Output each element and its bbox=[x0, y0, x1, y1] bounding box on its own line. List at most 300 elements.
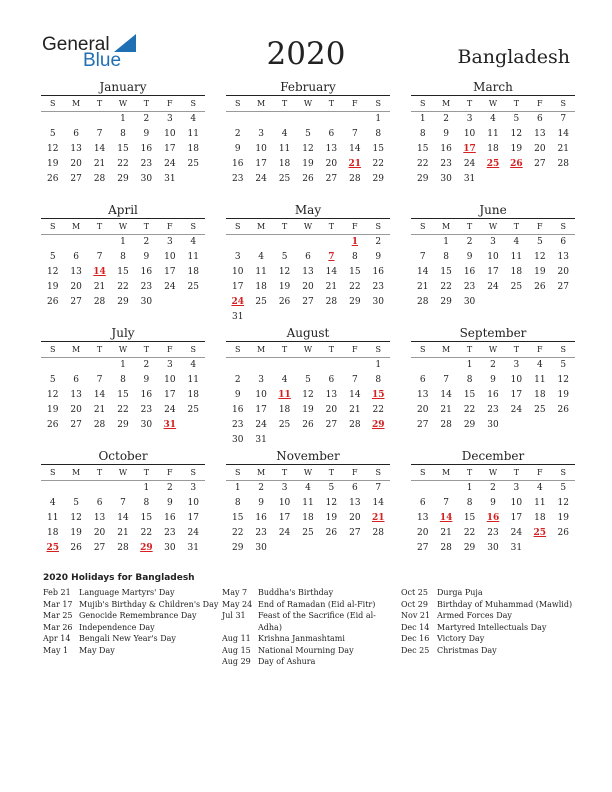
weekday-label: W bbox=[118, 99, 128, 108]
day-cell: 14 bbox=[557, 129, 569, 139]
empty-cell bbox=[505, 172, 528, 187]
empty-cell bbox=[273, 541, 296, 556]
day-cell: 26 bbox=[46, 297, 59, 307]
day-cell: 1 bbox=[443, 237, 449, 247]
week-row bbox=[41, 511, 205, 526]
day-cell: 23 bbox=[440, 159, 452, 169]
empty-cell bbox=[88, 235, 111, 250]
day-cell: 16 bbox=[487, 390, 499, 400]
empty-cell bbox=[434, 481, 457, 496]
day-cell: 7 bbox=[443, 375, 449, 385]
empty-cell bbox=[411, 358, 434, 373]
holiday-name: Bengali New Year's Day bbox=[79, 634, 176, 643]
day-cell: 24 bbox=[463, 159, 476, 169]
holiday-entry bbox=[43, 633, 223, 645]
day-cell: 14 bbox=[349, 144, 361, 154]
empty-cell bbox=[273, 358, 296, 373]
day-cell: 7 bbox=[96, 375, 103, 385]
month-name: May bbox=[226, 203, 390, 219]
day-cell: 7 bbox=[96, 252, 103, 262]
day-cell: 3 bbox=[166, 360, 173, 370]
day-cell: 3 bbox=[190, 483, 197, 493]
day-cell: 13 bbox=[416, 390, 429, 400]
holiday-column bbox=[43, 587, 223, 656]
day-cell: 21 bbox=[557, 144, 569, 154]
day-cell: 11 bbox=[187, 129, 199, 139]
holiday-date: Mar 17 bbox=[43, 599, 73, 609]
empty-cell bbox=[226, 235, 249, 250]
day-cell: 17 bbox=[255, 405, 267, 415]
day-cell: 6 bbox=[328, 375, 335, 385]
day-cell: 16 bbox=[372, 267, 384, 277]
holiday-name: Martyred Intellectuals Day bbox=[437, 622, 547, 632]
day-cell: 11 bbox=[534, 498, 546, 508]
empty-cell bbox=[273, 433, 296, 448]
week-row bbox=[411, 250, 575, 265]
week-row bbox=[41, 235, 205, 250]
holiday-entry bbox=[43, 599, 223, 611]
weekday-label: T bbox=[143, 222, 150, 231]
day-cell: 2 bbox=[234, 129, 241, 139]
day-cell: 11 bbox=[302, 498, 314, 508]
day-cell: 6 bbox=[96, 498, 103, 508]
day-cell: 22 bbox=[372, 159, 384, 169]
holiday-entry bbox=[222, 645, 402, 657]
day-cell: 3 bbox=[166, 114, 173, 124]
week-row bbox=[41, 127, 205, 142]
day-cell: 1 bbox=[466, 483, 473, 493]
weekday-label: M bbox=[442, 345, 451, 354]
weekday-header bbox=[226, 465, 390, 481]
holiday-entry bbox=[401, 610, 581, 622]
day-cell: 6 bbox=[419, 498, 426, 508]
day-cell: 30 bbox=[487, 543, 499, 553]
day-cell: 30 bbox=[140, 420, 153, 430]
day-cell: 30 bbox=[140, 174, 153, 184]
empty-cell bbox=[226, 112, 249, 127]
day-cell: 25 bbox=[278, 174, 291, 184]
day-cell: 2 bbox=[143, 114, 150, 124]
day-cell: 2 bbox=[466, 237, 473, 247]
day-cell: 3 bbox=[281, 483, 288, 493]
day-cell: 3 bbox=[513, 483, 520, 493]
day-cell: 21 bbox=[440, 528, 452, 538]
day-cell: 11 bbox=[46, 513, 59, 523]
week-row bbox=[226, 433, 390, 448]
holiday-day-cell: 16 bbox=[486, 513, 500, 523]
day-cell: 21 bbox=[325, 282, 338, 292]
day-cell: 9 bbox=[443, 129, 449, 139]
day-cell: 17 bbox=[510, 390, 523, 400]
weekday-label: T bbox=[96, 99, 103, 108]
weekday-label: S bbox=[375, 468, 381, 477]
holiday-entry bbox=[43, 645, 223, 657]
day-cell: 30 bbox=[140, 297, 153, 307]
holiday-day-cell: 26 bbox=[510, 159, 523, 169]
holiday-entry bbox=[401, 587, 581, 599]
day-cell: 14 bbox=[372, 498, 384, 508]
day-cell: 20 bbox=[416, 528, 429, 538]
holiday-date bbox=[222, 622, 258, 634]
weekday-label: M bbox=[257, 222, 266, 231]
day-cell: 27 bbox=[557, 282, 569, 292]
day-cell: 4 bbox=[281, 129, 288, 139]
day-cell: 18 bbox=[487, 144, 499, 154]
day-cell: 5 bbox=[536, 237, 543, 247]
weekday-label: W bbox=[488, 222, 498, 231]
day-cell: 22 bbox=[349, 282, 361, 292]
day-cell: 10 bbox=[278, 498, 291, 508]
day-cell: 29 bbox=[463, 420, 476, 430]
day-cell: 24 bbox=[255, 174, 267, 184]
weekday-label: F bbox=[167, 345, 173, 354]
day-cell: 22 bbox=[372, 405, 384, 415]
day-cell: 9 bbox=[234, 390, 241, 400]
day-cell: 5 bbox=[281, 252, 288, 262]
day-cell: 10 bbox=[510, 498, 523, 508]
day-cell: 24 bbox=[164, 282, 176, 292]
empty-cell bbox=[552, 172, 575, 187]
week-row bbox=[226, 418, 390, 433]
holiday-day-cell: 29 bbox=[140, 543, 153, 553]
holiday-entry bbox=[401, 622, 581, 634]
holiday-name: Feast of the Sacrifice (Eid al- bbox=[258, 611, 376, 620]
day-cell: 21 bbox=[117, 528, 129, 538]
month-7 bbox=[226, 326, 390, 448]
holiday-name: Christmas Day bbox=[437, 645, 497, 655]
day-cell: 2 bbox=[375, 237, 382, 247]
day-cell: 13 bbox=[70, 390, 82, 400]
week-row bbox=[41, 295, 205, 310]
empty-cell bbox=[64, 235, 87, 250]
day-cell: 6 bbox=[73, 129, 79, 139]
weekday-label: T bbox=[143, 99, 150, 108]
weekday-label: M bbox=[257, 99, 266, 108]
holiday-entry bbox=[222, 610, 402, 622]
day-cell: 15 bbox=[117, 144, 129, 154]
day-cell: 14 bbox=[416, 267, 429, 277]
day-cell: 17 bbox=[164, 267, 176, 277]
day-cell: 18 bbox=[302, 513, 314, 523]
weekday-label: T bbox=[466, 345, 473, 354]
week-row bbox=[411, 388, 575, 403]
day-cell: 11 bbox=[487, 129, 499, 139]
holiday-day-cell: 25 bbox=[533, 528, 547, 538]
day-cell: 23 bbox=[487, 528, 499, 538]
day-cell: 11 bbox=[255, 267, 267, 277]
weekday-label: W bbox=[303, 345, 313, 354]
week-row bbox=[226, 157, 390, 172]
day-cell: 28 bbox=[93, 420, 106, 430]
day-cell: 28 bbox=[372, 528, 384, 538]
day-cell: 27 bbox=[349, 528, 361, 538]
week-row bbox=[226, 295, 390, 310]
empty-cell bbox=[273, 235, 296, 250]
weekday-label: T bbox=[143, 345, 150, 354]
month-1 bbox=[226, 80, 390, 187]
day-cell: 1 bbox=[120, 114, 126, 124]
weekday-label: W bbox=[118, 222, 128, 231]
day-cell: 2 bbox=[443, 114, 449, 124]
day-cell: 12 bbox=[534, 252, 546, 262]
weekday-label: M bbox=[442, 222, 451, 231]
weekday-header bbox=[226, 219, 390, 235]
day-cell: 19 bbox=[46, 159, 59, 169]
day-cell: 5 bbox=[560, 360, 567, 370]
day-cell: 13 bbox=[349, 498, 361, 508]
day-cell: 21 bbox=[93, 159, 106, 169]
holiday-entry bbox=[43, 622, 223, 634]
weekday-header bbox=[41, 342, 205, 358]
day-cell: 23 bbox=[255, 528, 267, 538]
day-cell: 16 bbox=[231, 159, 244, 169]
holiday-name: Independence Day bbox=[79, 622, 155, 632]
weekday-label: S bbox=[375, 222, 381, 231]
day-cell: 4 bbox=[190, 114, 197, 124]
day-cell: 2 bbox=[490, 483, 496, 493]
holiday-entry bbox=[401, 633, 581, 645]
day-cell: 5 bbox=[49, 129, 56, 139]
day-cell: 18 bbox=[510, 267, 523, 277]
holiday-name: Armed Forces Day bbox=[437, 611, 512, 620]
week-row bbox=[41, 142, 205, 157]
empty-cell bbox=[528, 295, 551, 310]
holiday-day-cell: 17 bbox=[463, 144, 476, 154]
weekday-label: F bbox=[537, 345, 543, 354]
day-cell: 17 bbox=[278, 513, 291, 523]
weekday-label: T bbox=[513, 468, 520, 477]
day-cell: 8 bbox=[466, 498, 473, 508]
day-cell: 4 bbox=[536, 360, 543, 370]
holiday-date: Mar 25 bbox=[43, 611, 73, 620]
day-cell: 10 bbox=[187, 498, 199, 508]
weekday-label: W bbox=[118, 345, 128, 354]
day-cell: 18 bbox=[187, 267, 199, 277]
day-cell: 8 bbox=[351, 252, 358, 262]
day-cell: 8 bbox=[443, 252, 449, 262]
empty-cell bbox=[552, 541, 575, 556]
day-cell: 9 bbox=[490, 498, 496, 508]
day-cell: 23 bbox=[372, 282, 384, 292]
day-cell: 18 bbox=[534, 513, 546, 523]
day-cell: 10 bbox=[164, 375, 176, 385]
day-cell: 17 bbox=[164, 390, 176, 400]
empty-cell bbox=[528, 418, 551, 433]
day-cell: 10 bbox=[164, 129, 176, 139]
week-row bbox=[226, 142, 390, 157]
day-cell: 4 bbox=[190, 237, 197, 247]
empty-cell bbox=[249, 358, 272, 373]
day-cell: 18 bbox=[278, 159, 291, 169]
day-cell: 21 bbox=[93, 282, 106, 292]
weekday-label: W bbox=[488, 99, 498, 108]
day-cell: 29 bbox=[117, 420, 129, 430]
holiday-date: Dec 16 bbox=[401, 634, 430, 643]
day-cell: 6 bbox=[560, 237, 567, 247]
month-name: June bbox=[411, 203, 575, 219]
holiday-date: Oct 25 bbox=[401, 588, 428, 597]
holiday-day-cell: 21 bbox=[348, 159, 362, 169]
day-cell: 18 bbox=[187, 144, 199, 154]
weekday-label: W bbox=[118, 468, 128, 477]
day-cell: 31 bbox=[510, 543, 523, 553]
holiday-entry bbox=[222, 656, 402, 668]
day-cell: 16 bbox=[440, 144, 452, 154]
empty-cell bbox=[41, 358, 64, 373]
day-cell: 15 bbox=[463, 390, 476, 400]
week-row bbox=[411, 496, 575, 511]
day-cell: 18 bbox=[187, 390, 199, 400]
day-cell: 23 bbox=[463, 282, 476, 292]
empty-cell bbox=[320, 433, 343, 448]
weekday-label: S bbox=[234, 468, 241, 477]
day-cell: 2 bbox=[143, 237, 150, 247]
day-cell: 5 bbox=[49, 252, 56, 262]
holiday-date: Apr 14 bbox=[43, 634, 71, 643]
weekday-label: T bbox=[96, 222, 103, 231]
day-cell: 28 bbox=[440, 543, 452, 553]
weekday-label: F bbox=[167, 468, 173, 477]
week-row bbox=[41, 112, 205, 127]
weekday-label: T bbox=[466, 468, 473, 477]
week-row bbox=[226, 496, 390, 511]
day-cell: 26 bbox=[46, 420, 59, 430]
day-cell: 20 bbox=[534, 144, 546, 154]
holiday-name: Mujib's Birthday & Children's Day bbox=[79, 599, 219, 609]
weekday-label: M bbox=[442, 99, 451, 108]
holiday-date: May 7 bbox=[222, 588, 248, 597]
day-cell: 8 bbox=[419, 129, 426, 139]
day-cell: 10 bbox=[231, 267, 244, 277]
day-cell: 20 bbox=[416, 405, 429, 415]
day-cell: 19 bbox=[46, 282, 59, 292]
empty-cell bbox=[320, 541, 343, 556]
day-cell: 30 bbox=[440, 174, 452, 184]
month-name: October bbox=[41, 449, 205, 465]
holiday-entry bbox=[43, 587, 223, 599]
day-cell: 28 bbox=[93, 297, 106, 307]
holiday-day-cell: 29 bbox=[371, 420, 385, 430]
week-row bbox=[411, 127, 575, 142]
week-row bbox=[41, 157, 205, 172]
day-cell: 22 bbox=[463, 405, 476, 415]
weekday-label: F bbox=[537, 468, 543, 477]
day-cell: 6 bbox=[73, 375, 79, 385]
weekday-header bbox=[41, 219, 205, 235]
day-cell: 9 bbox=[234, 144, 241, 154]
day-cell: 30 bbox=[487, 420, 499, 430]
day-cell: 13 bbox=[416, 513, 429, 523]
weekday-label: S bbox=[234, 345, 241, 354]
day-cell: 23 bbox=[164, 528, 176, 538]
day-cell: 20 bbox=[70, 159, 82, 169]
day-cell: 11 bbox=[534, 375, 546, 385]
day-cell: 22 bbox=[440, 282, 452, 292]
day-cell: 13 bbox=[557, 252, 569, 262]
day-cell: 14 bbox=[93, 144, 106, 154]
month-name: March bbox=[411, 80, 575, 96]
weekday-label: S bbox=[560, 222, 566, 231]
holiday-name: Durga Puja bbox=[437, 588, 483, 597]
day-cell: 19 bbox=[278, 282, 291, 292]
weekday-label: M bbox=[257, 468, 266, 477]
weekday-label: S bbox=[49, 345, 56, 354]
day-cell: 12 bbox=[302, 144, 314, 154]
empty-cell bbox=[41, 235, 64, 250]
weekday-label: T bbox=[328, 99, 335, 108]
weekday-label: T bbox=[281, 345, 288, 354]
day-cell: 22 bbox=[416, 159, 429, 169]
day-cell: 22 bbox=[231, 528, 244, 538]
day-cell: 10 bbox=[255, 390, 267, 400]
day-cell: 26 bbox=[557, 405, 569, 415]
empty-cell bbox=[320, 235, 343, 250]
day-cell: 15 bbox=[140, 513, 153, 523]
day-cell: 27 bbox=[325, 174, 338, 184]
day-cell: 25 bbox=[187, 159, 199, 169]
holiday-date: May 24 bbox=[222, 599, 253, 609]
week-row bbox=[226, 541, 390, 556]
empty-cell bbox=[88, 112, 111, 127]
day-cell: 9 bbox=[258, 498, 264, 508]
day-cell: 30 bbox=[164, 543, 176, 553]
week-row bbox=[41, 265, 205, 280]
weekday-label: S bbox=[49, 222, 56, 231]
holiday-day-cell: 25 bbox=[46, 543, 59, 553]
day-cell: 6 bbox=[328, 129, 335, 139]
day-cell: 20 bbox=[325, 405, 338, 415]
day-cell: 1 bbox=[120, 360, 126, 370]
empty-cell bbox=[226, 358, 249, 373]
day-cell: 22 bbox=[117, 405, 129, 415]
weekday-label: M bbox=[72, 222, 81, 231]
month-6 bbox=[41, 326, 205, 433]
week-row bbox=[41, 280, 205, 295]
holiday-name: Language Martyrs' Day bbox=[79, 588, 175, 597]
day-cell: 30 bbox=[255, 543, 267, 553]
day-cell: 15 bbox=[117, 390, 129, 400]
day-cell: 26 bbox=[302, 420, 314, 430]
weekday-label: S bbox=[49, 468, 56, 477]
day-cell: 28 bbox=[416, 297, 429, 307]
week-row bbox=[226, 112, 390, 127]
day-cell: 13 bbox=[534, 129, 546, 139]
holiday-name: Adha) bbox=[258, 622, 282, 632]
day-cell: 19 bbox=[510, 144, 523, 154]
day-cell: 26 bbox=[302, 174, 314, 184]
holiday-date: Dec 14 bbox=[401, 622, 430, 632]
day-cell: 19 bbox=[46, 405, 59, 415]
week-row bbox=[41, 373, 205, 388]
weekday-header bbox=[411, 96, 575, 112]
holiday-column bbox=[401, 587, 581, 656]
day-cell: 12 bbox=[70, 513, 82, 523]
empty-cell bbox=[88, 481, 111, 496]
week-row bbox=[411, 265, 575, 280]
empty-cell bbox=[64, 481, 87, 496]
day-cell: 12 bbox=[46, 267, 59, 277]
day-cell: 20 bbox=[325, 159, 338, 169]
day-cell: 9 bbox=[143, 129, 150, 139]
weekday-label: S bbox=[560, 345, 566, 354]
month-5 bbox=[411, 203, 575, 310]
week-row bbox=[226, 310, 390, 325]
day-cell: 19 bbox=[70, 528, 82, 538]
empty-cell bbox=[249, 235, 272, 250]
empty-cell bbox=[552, 418, 575, 433]
day-cell: 29 bbox=[463, 543, 476, 553]
holiday-entry bbox=[222, 599, 402, 611]
